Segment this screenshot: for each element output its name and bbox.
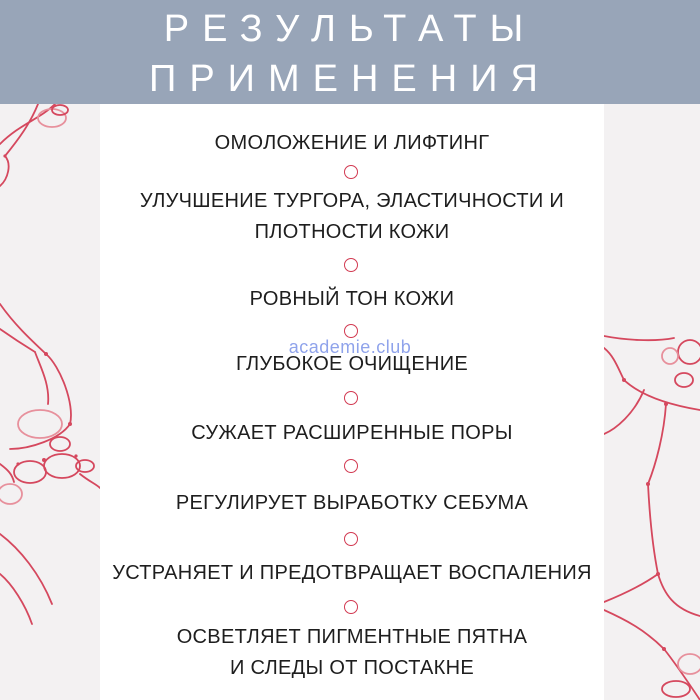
circle-outline-icon bbox=[344, 324, 358, 338]
circle-outline-icon bbox=[344, 258, 358, 272]
benefit-inflammation: УСТРАНЯЕТ И ПРЕДОТВРАЩАЕТ ВОСПАЛЕНИЯ bbox=[112, 562, 592, 584]
benefit-pigment-line-2: И СЛЕДЫ ОТ ПОСТАКНЕ bbox=[229, 657, 475, 679]
benefit-sebum: РЕГУЛИРУЕТ ВЫРАБОТКУ СЕБУМА bbox=[175, 492, 529, 514]
circle-outline-icon bbox=[344, 532, 358, 546]
header-banner bbox=[0, 0, 700, 104]
benefit-pores: СУЖАЕТ РАСШИРЕННЫЕ ПОРЫ bbox=[191, 422, 513, 444]
bubble-art-left bbox=[0, 104, 100, 700]
benefit-even-tone: РОВНЫЙ ТОН КОЖИ bbox=[249, 288, 455, 310]
circle-outline-icon bbox=[344, 165, 358, 179]
benefit-turgor-line-2: ПЛОТНОСТИ КОЖИ bbox=[254, 221, 450, 243]
benefit-turgor-line-1: УЛУЧШЕНИЕ ТУРГОРА, ЭЛАСТИЧНОСТИ И bbox=[139, 190, 565, 212]
title-line-2: ПРИМЕНЕНИЯ bbox=[149, 58, 551, 100]
page-title bbox=[0, 4, 700, 104]
benefits-panel bbox=[100, 104, 604, 700]
watermark: academie.club bbox=[288, 337, 412, 357]
circle-outline-icon bbox=[344, 600, 358, 614]
title-line-1: РЕЗУЛЬТАТЫ bbox=[163, 8, 537, 50]
benefit-rejuvenation-lifting: ОМОЛОЖЕНИЕ И ЛИФТИНГ bbox=[214, 132, 490, 154]
bubble-art-right bbox=[604, 104, 700, 700]
circle-outline-icon bbox=[344, 391, 358, 405]
benefit-pigment-line-1: ОСВЕТЛЯЕТ ПИГМЕНТНЫЕ ПЯТНА bbox=[176, 626, 528, 648]
benefit-deep-cleansing: ГЛУБОКОЕ ОЧИЩЕНИЕ bbox=[235, 353, 469, 375]
circle-outline-icon bbox=[344, 459, 358, 473]
